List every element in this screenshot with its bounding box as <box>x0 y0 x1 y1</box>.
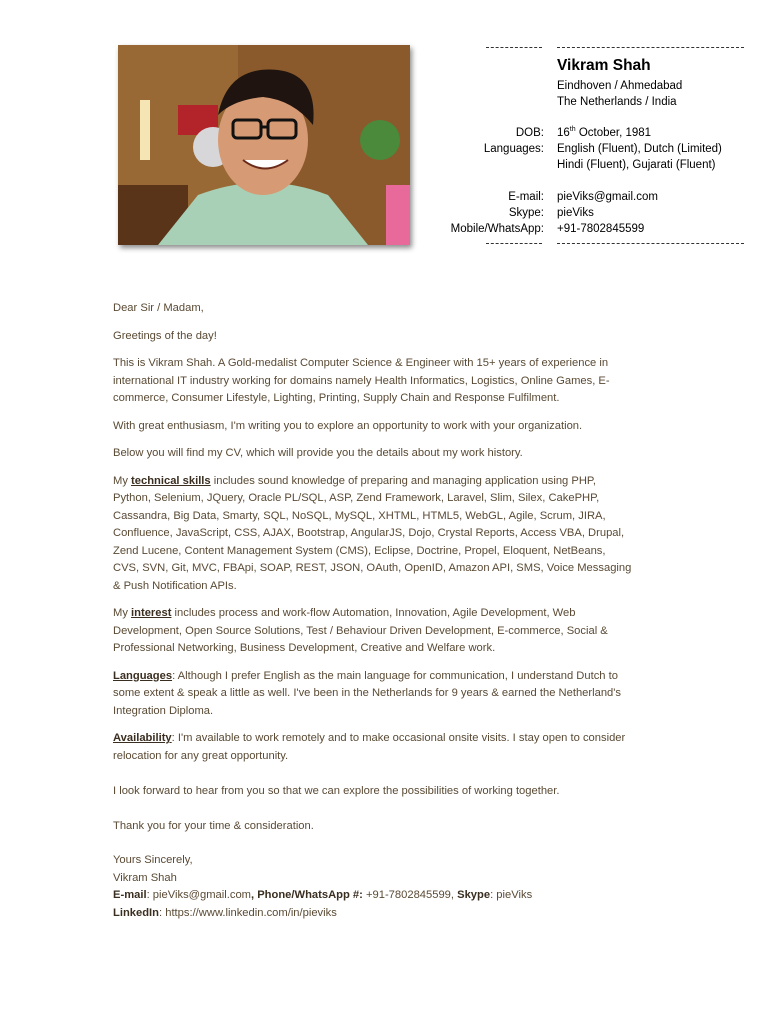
languages-heading: Languages <box>113 669 173 682</box>
mobile-value: +91-7802845599 <box>557 223 645 235</box>
mobile-label: Mobile/WhatsApp: <box>450 223 544 235</box>
skype-value: pieViks <box>557 207 594 219</box>
languages-value-1: English (Fluent), Dutch (Limited) <box>557 143 722 155</box>
skills-paragraph: My technical skills includes sound knowledge of preparing and managing application using PHP, Python, Selenium, JQuery, Oracle PL/SQL, ASP, Zend Framework, Laravel, Slim, Silex, CakePHP, Cassandra, Big Data, Smarty, SQL, NoSQL, MySQL, XHTML, HTML5, WebGL, Agile, Scrum, JIRA, Confluence, JavaScript, CSS, AJAX, Bootstrap, AngularJS, Dojo, Crystal Reports, Access VBA, Drupal, Zend Lucene, Content Management System (CMS), Eclipse, Doctrine, Propel, Eloquent, NetBeans, CVS, SVN, Git, MVC, FBApi, SOAP, REST, JSON, OAuth, OpenID, Amazon API, SMS, Voice Messaging & Push Notification APIs. <box>113 474 632 592</box>
languages-paragraph: Languages: Although I prefer English as the main language for communication, I understand Dutch to some extent & speak a little as well. I've been in the Netherlands for 9 years & earned the Netherland's Integration Diploma. <box>113 669 621 717</box>
candidate-name: Vikram Shah <box>557 57 651 74</box>
closing-paragraph: I look forward to hear from you so that we can explore the possibilities of working together. <box>113 785 560 797</box>
header-divider-left-top <box>486 47 542 50</box>
portrait-illustration <box>118 45 410 245</box>
thanks-paragraph: Thank you for your time & consideration. <box>113 819 314 832</box>
dob-label: DOB: <box>515 127 544 139</box>
header-divider-right-top <box>557 47 744 50</box>
availability-paragraph: Availability: I'm available to work remotely and to make occasional onsite visits. I stay open to consider relocation for any great opportunity. <box>113 732 626 762</box>
profile-photo <box>118 45 410 245</box>
skills-heading: technical skills <box>131 474 211 487</box>
interest-heading: interest <box>131 607 172 619</box>
email-link[interactable]: pieViks@gmail.com <box>557 191 658 203</box>
enthusiasm-paragraph: With great enthusiasm, I'm writing you to explore an opportunity to work with your organization. <box>113 419 583 432</box>
email-label: E-mail: <box>508 191 544 203</box>
signoff: Yours Sincerely, <box>113 854 193 866</box>
signature-email[interactable]: : pieViks@gmail.com <box>146 889 251 901</box>
linkedin-link[interactable]: : https://www.linkedin.com/in/pieviks <box>159 906 337 919</box>
cover-letter-body <box>113 300 633 922</box>
signature-contact: E-mail: pieViks@gmail.com, Phone/WhatsApp #: +91-7802845599, Skype: pieViks <box>113 889 533 901</box>
greeting: Greetings of the day! <box>113 329 217 342</box>
cv-paragraph: Below you will find my CV, which will provide you the details about my work history. <box>113 447 523 459</box>
location-city: Eindhoven / Ahmedabad <box>557 80 683 92</box>
signature-linkedin: LinkedIn: https://www.linkedin.com/in/pieviks <box>113 906 337 919</box>
languages-label: Languages: <box>483 143 544 155</box>
intro-paragraph: This is Vikram Shah. A Gold-medalist Computer Science & Engineer with 15+ years of experience in international IT industry working for domains namely Health Informatics, Logistics, Online Games, E-commerce, Consumer Lifestyle, Lighting, Printing, Supply Chain and Response Fulfilment. <box>113 357 610 404</box>
signature-name: Vikram Shah <box>113 871 177 884</box>
dob-value: 16th October, 1981 <box>557 126 652 139</box>
skype-label: Skype: <box>508 207 544 219</box>
header-divider-left-bottom <box>486 243 542 246</box>
header-divider-right-bottom <box>557 243 744 246</box>
languages-value-2: Hindi (Fluent), Gujarati (Fluent) <box>557 159 716 171</box>
salutation: Dear Sir / Madam, <box>113 302 204 314</box>
availability-heading: Availability <box>113 732 172 744</box>
interest-paragraph: My interest includes process and work-flow Automation, Innovation, Agile Development, Web Development, Open Source Solutions, Test / Behaviour Driven Development, E-commerce, Social & Professional Networking, Business Development, Creative and Welfare work. <box>113 607 608 654</box>
location-country: The Netherlands / India <box>557 96 677 108</box>
